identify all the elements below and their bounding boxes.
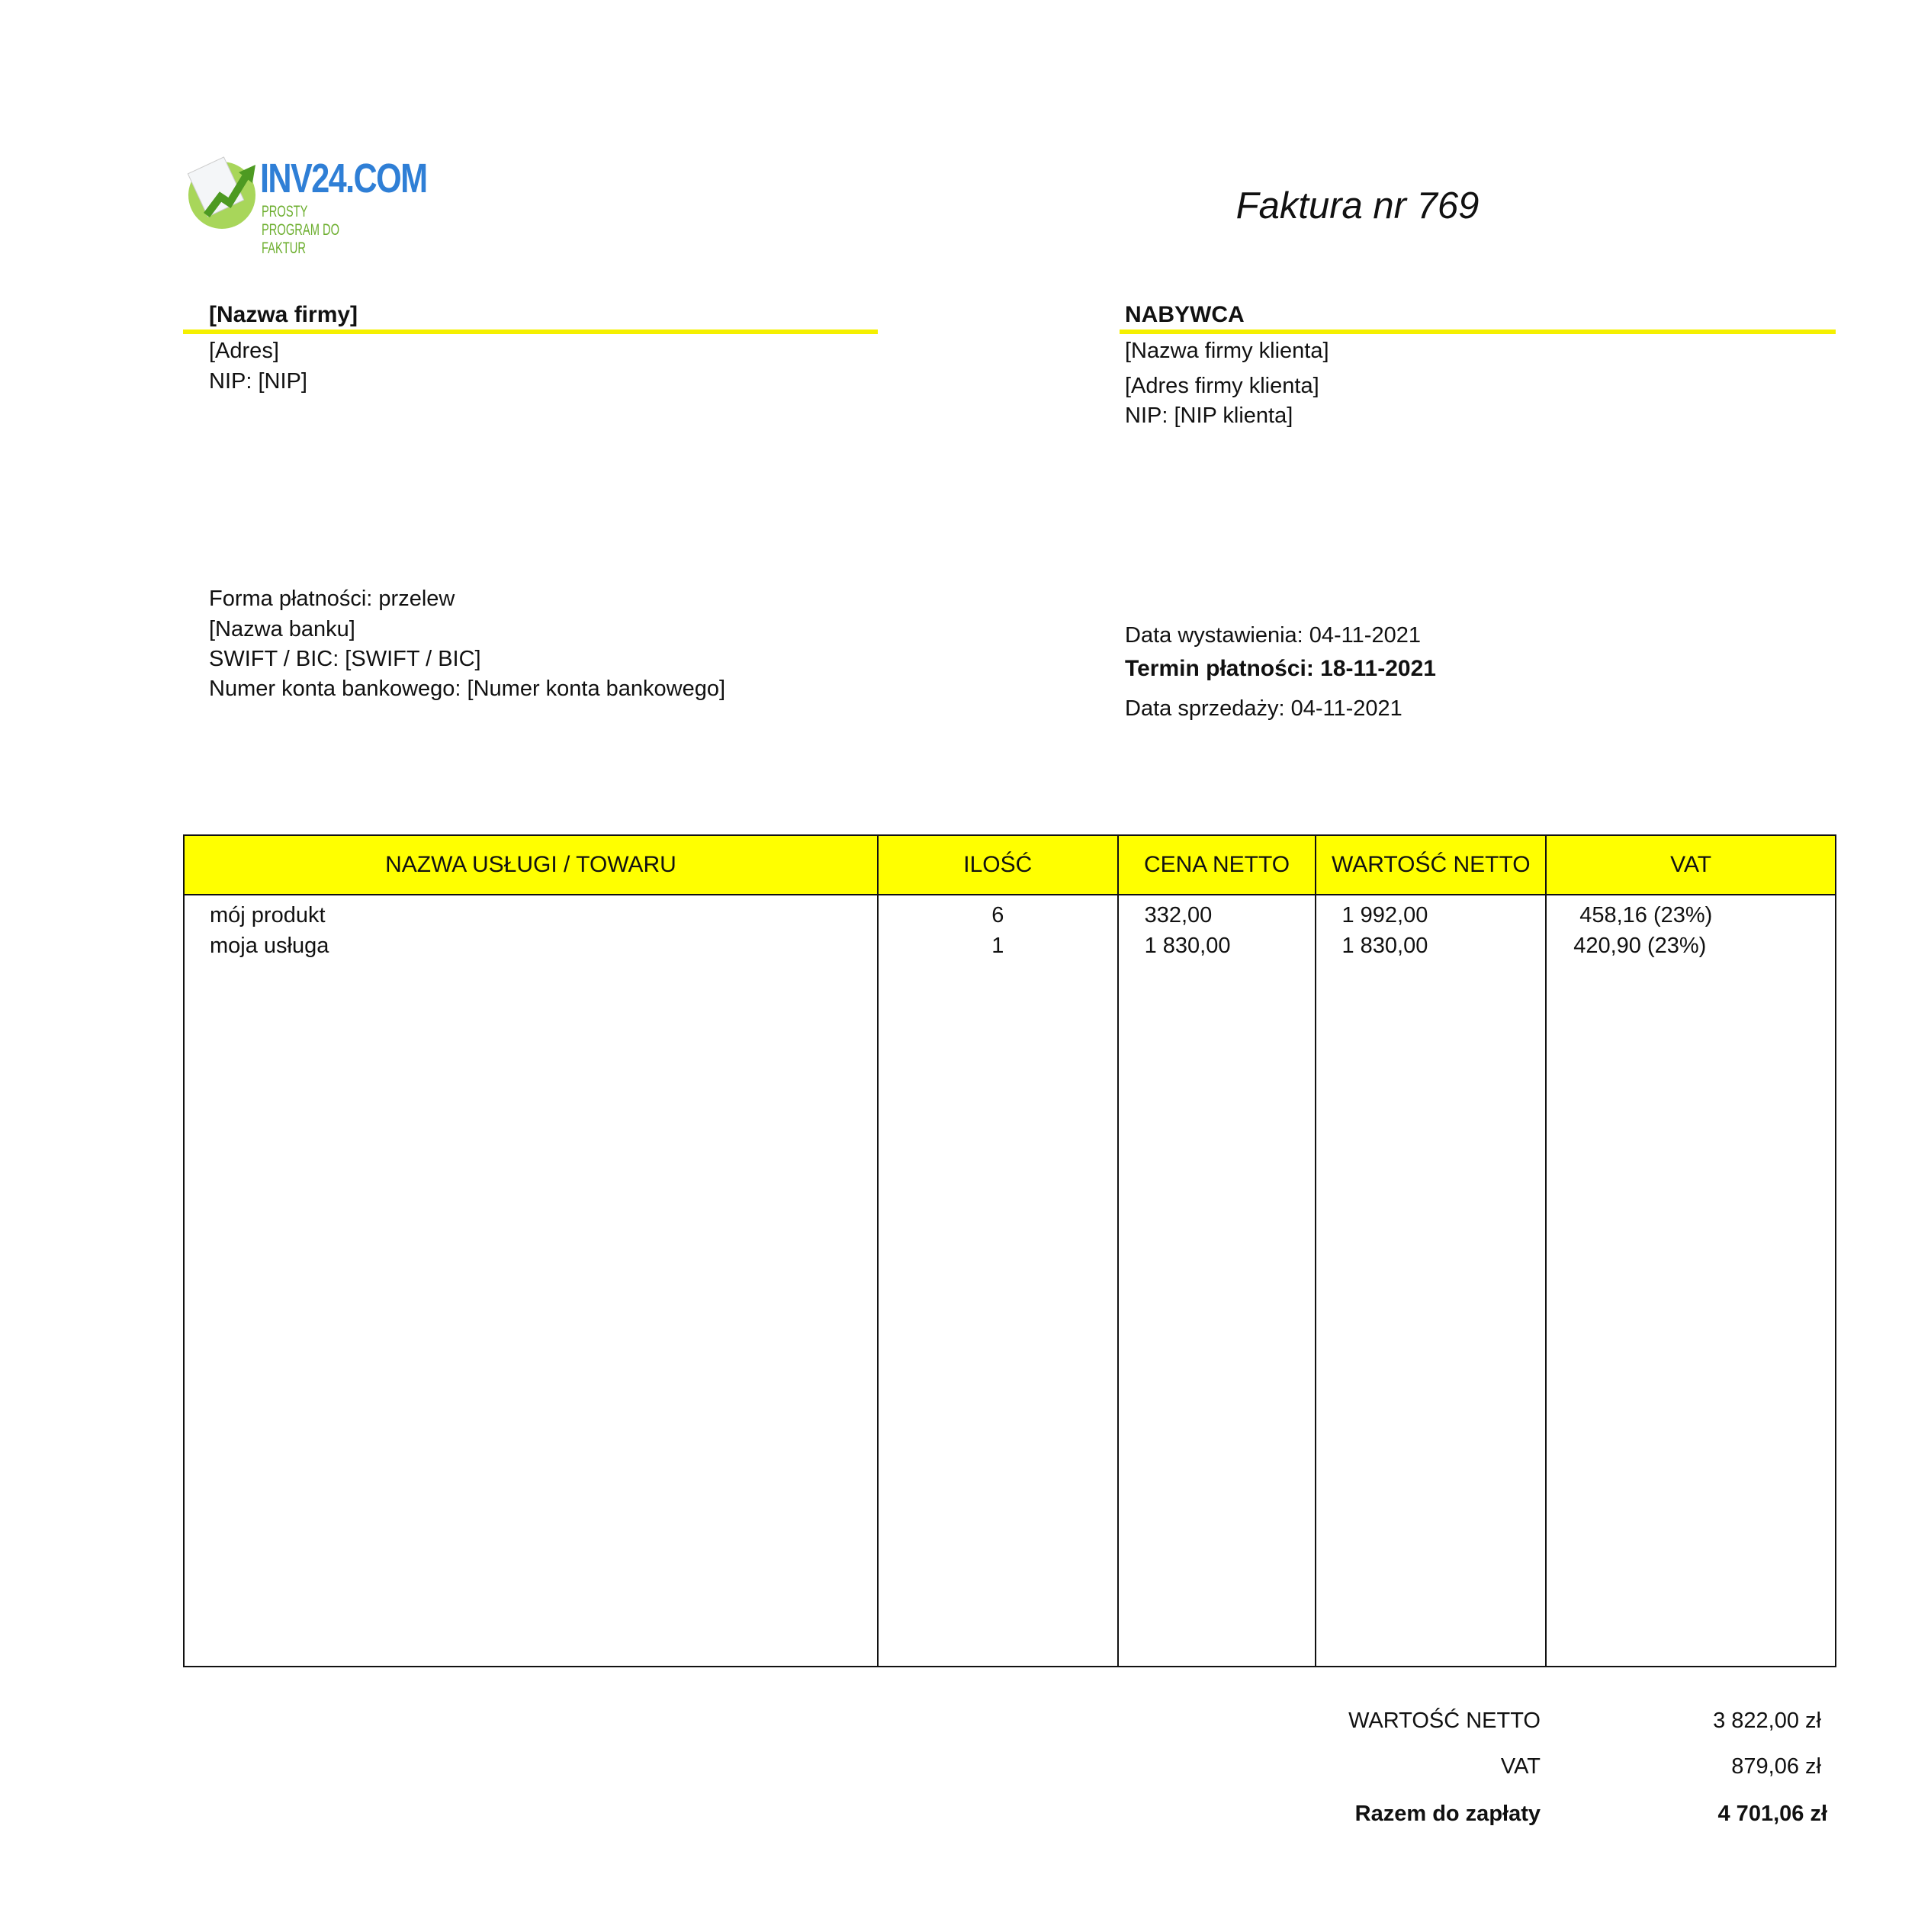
logo-tagline: PROSTY PROGRAM DO FAKTUR: [262, 203, 340, 257]
table-body: [184, 895, 1836, 1667]
grand-total-label: Razem do zapłaty: [1354, 1802, 1541, 1826]
logo-chart-icon: [185, 153, 262, 232]
header-price: CENA NETTO: [1118, 835, 1316, 895]
header-net: WARTOŚĆ NETTO: [1316, 835, 1546, 895]
items-table: [183, 834, 1836, 1667]
item-price: 332,00: [1144, 903, 1213, 927]
buyer-heading: NABYWCA: [1125, 302, 1245, 327]
item-net: 1 830,00: [1341, 934, 1428, 958]
total-net-label: WARTOŚĆ NETTO: [1348, 1709, 1541, 1733]
table-header: [184, 835, 1836, 895]
buyer-divider: [1120, 330, 1836, 334]
payment-method: Forma płatności: przelew: [209, 587, 455, 611]
swift-bic: SWIFT / BIC: [SWIFT / BIC]: [209, 647, 481, 671]
item-name: mój produkt: [210, 903, 326, 927]
grand-total-value: 4 701,06 zł: [1717, 1802, 1827, 1826]
seller-name: [Nazwa firmy]: [209, 302, 358, 327]
buyer-address: [Adres firmy klienta]: [1125, 374, 1319, 398]
buyer-nip: NIP: [NIP klienta]: [1125, 403, 1293, 428]
total-net-value: 3 822,00 zł: [1713, 1709, 1821, 1733]
seller-divider: [183, 330, 878, 334]
seller-address: [Adres]: [209, 339, 279, 363]
total-vat-value: 879,06 zł: [1731, 1754, 1821, 1779]
item-name: moja usługa: [210, 934, 329, 958]
issue-date: Data wystawienia: 04-11-2021: [1125, 623, 1421, 648]
item-vat: 420,90 (23%): [1573, 934, 1707, 958]
due-date: Termin płatności: 18-11-2021: [1125, 656, 1436, 681]
logo-text: INV24.COM: [260, 156, 427, 201]
bank-account: Numer konta bankowego: [Numer konta bankowego]: [209, 677, 726, 701]
total-vat-label: VAT: [1500, 1754, 1541, 1779]
bank-name: [Nazwa banku]: [209, 617, 355, 641]
header-vat: VAT: [1546, 835, 1836, 895]
seller-nip: NIP: [NIP]: [209, 369, 307, 394]
invoice-title: Faktura nr 769: [1235, 185, 1480, 227]
item-net: 1 992,00: [1341, 903, 1428, 927]
inv24-logo: [185, 153, 427, 257]
item-qty: 1: [991, 934, 1004, 958]
item-qty: 6: [991, 903, 1004, 927]
header-name: NAZWA USŁUGI / TOWARU: [184, 835, 878, 895]
item-price: 1 830,00: [1144, 934, 1231, 958]
buyer-name: [Nazwa firmy klienta]: [1125, 339, 1329, 363]
sale-date: Data sprzedaży: 04-11-2021: [1125, 696, 1402, 721]
header-qty: ILOŚĆ: [878, 835, 1118, 895]
item-vat: 458,16 (23%): [1579, 903, 1713, 927]
